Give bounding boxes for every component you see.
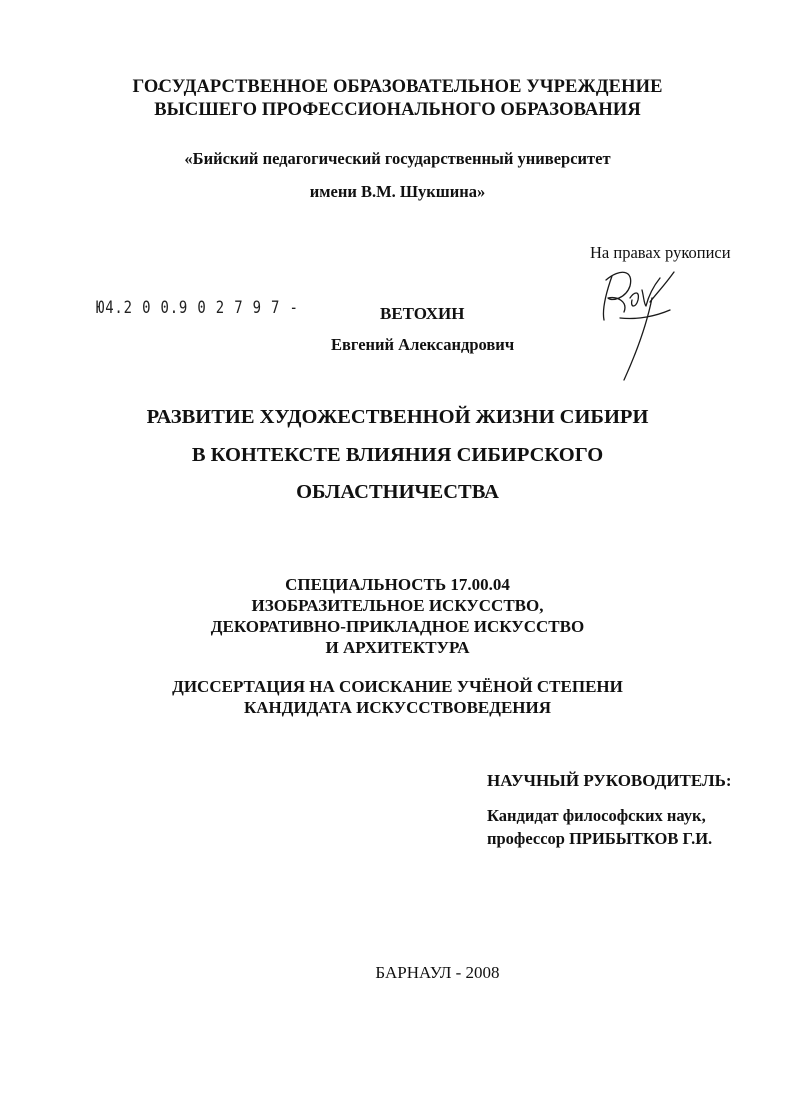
university-line-2: имени В.М. Шукшина»	[309, 182, 486, 201]
author-surname: ВЕТОХИН	[380, 304, 465, 323]
institution-line-2: ВЫСШЕГО ПРОФЕССИОНАЛЬНОГО ОБРАЗОВАНИЯ	[154, 100, 641, 120]
supervisor-degree: Кандидат философских наук,	[487, 806, 706, 825]
author-given-names: Евгений Александрович	[331, 335, 515, 354]
degree-line-1: ДИССЕРТАЦИЯ НА СОИСКАНИЕ УЧЁНОЙ СТЕПЕНИ	[172, 677, 623, 696]
specialty-block	[0, 574, 795, 658]
university-line-1: «Бийский педагогический государственный университет	[184, 149, 611, 168]
dissertation-title	[0, 399, 795, 512]
supervisor-name: профессор ПРИБЫТКОВ Г.И.	[487, 829, 713, 848]
rights-note: На правах рукописи	[590, 243, 731, 262]
degree-line-2: КАНДИДАТА ИСКУССТВОВЕДЕНИЯ	[243, 698, 552, 717]
archive-stamp: Ю4.2 0 0.9 0 2 7 9 7 -	[96, 298, 299, 318]
specialty-line-2: ИЗОБРАЗИТЕЛЬНОЕ ИСКУССТВО,	[251, 596, 544, 615]
specialty-line-1: СПЕЦИАЛЬНОСТЬ 17.00.04	[285, 575, 510, 594]
degree-block	[0, 676, 795, 718]
city-year: БАРНАУЛ - 2008	[375, 963, 500, 982]
title-line-1: РАЗВИТИЕ ХУДОЖЕСТВЕННОЙ ЖИЗНИ СИБИРИ	[146, 406, 649, 428]
handwritten-signature	[590, 258, 700, 383]
institution-line-1: ГОСУДАРСТВЕННОЕ ОБРАЗОВАТЕЛЬНОЕ УЧРЕЖДЕНИЕ	[132, 77, 663, 97]
title-line-2: В КОНТЕКСТЕ ВЛИЯНИЯ СИБИРСКОГО	[191, 443, 604, 466]
specialty-line-4: И АРХИТЕКТУРА	[325, 638, 470, 657]
institution-header	[0, 76, 795, 122]
specialty-line-3: ДЕКОРАТИВНО-ПРИКЛАДНОЕ ИСКУССТВО	[210, 617, 585, 636]
supervisor-label: НАУЧНЫЙ РУКОВОДИТЕЛЬ:	[487, 771, 732, 790]
title-line-3: ОБЛАСТНИЧЕСТВА	[296, 481, 499, 503]
